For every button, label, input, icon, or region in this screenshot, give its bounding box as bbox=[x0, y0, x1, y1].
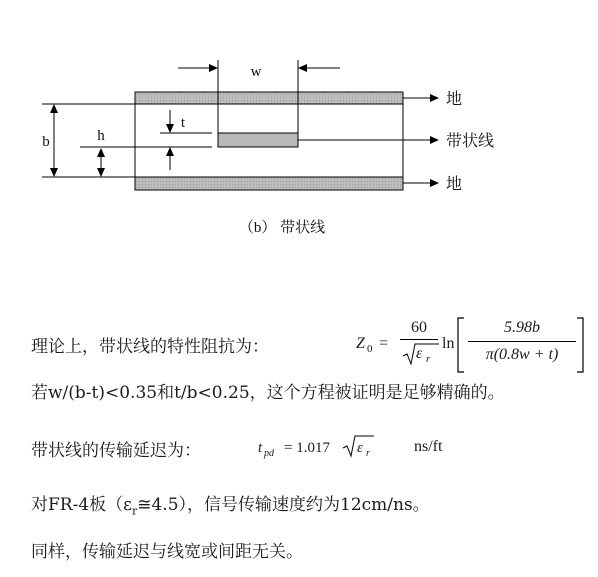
w-label: w bbox=[250, 64, 262, 80]
t-label: t bbox=[180, 115, 186, 131]
tpd-symbol: t bbox=[258, 440, 263, 456]
frac2-numerator: 5.98b bbox=[504, 319, 540, 336]
tpd-unit: ns/ft bbox=[414, 438, 443, 455]
tpd-value: = 1.017 bbox=[284, 440, 330, 456]
frac1-numerator: 60 bbox=[411, 319, 427, 336]
delay-line bbox=[31, 436, 201, 461]
stripline-label: 带状线 bbox=[446, 133, 495, 150]
fr4-epsilon-sub: r bbox=[131, 504, 138, 518]
tpd-subscript: pd bbox=[264, 448, 274, 459]
ln-symbol: ln bbox=[442, 335, 455, 352]
z0-symbol: Z bbox=[356, 335, 365, 352]
frac1-epsilon: ε bbox=[416, 345, 423, 362]
frac1-bar bbox=[400, 339, 438, 340]
b-arrow-bottom-head bbox=[50, 168, 58, 177]
impedance-formula bbox=[356, 315, 588, 375]
w-arrow-right-head bbox=[298, 64, 307, 72]
ground-bottom-label: 地 bbox=[446, 176, 463, 193]
diagram-caption: （b） 带状线 bbox=[238, 220, 326, 236]
h-arrow-bottom-head bbox=[97, 168, 105, 177]
accuracy-condition-line: 若w/(b-t)<0.35和t/b<0.25，这个方程被证明是足够精确的。 bbox=[31, 383, 505, 403]
independence-line: 同样，传输延迟与线宽或间距无关。 bbox=[31, 542, 303, 562]
fr4-text-a: 对FR-4板（ε bbox=[31, 495, 132, 515]
fr4-velocity-line bbox=[31, 490, 430, 517]
strip-conductor bbox=[218, 133, 298, 147]
h-arrow-top-head bbox=[97, 148, 105, 157]
delay-intro: 带状线的传输延迟为： bbox=[31, 441, 201, 461]
right-bracket bbox=[576, 317, 586, 373]
impedance-line bbox=[31, 332, 269, 357]
t-arrow-bottom-head bbox=[166, 147, 174, 156]
b-arrow-top-head bbox=[50, 104, 58, 113]
stripline-arrowhead bbox=[430, 136, 439, 144]
w-arrow-left-head bbox=[209, 64, 218, 72]
b-label: b bbox=[42, 134, 50, 150]
t-arrow-top-head bbox=[166, 124, 174, 133]
top-ground-plane bbox=[135, 92, 403, 104]
bottom-ground-plane bbox=[135, 177, 403, 190]
tpd-epsilon-sub: r bbox=[366, 448, 370, 459]
frac2-bar bbox=[468, 341, 576, 342]
z0-subscript: 0 bbox=[367, 343, 373, 355]
stripline-diagram bbox=[0, 0, 598, 240]
h-label: h bbox=[97, 128, 105, 144]
ground-top-arrowhead bbox=[430, 94, 439, 102]
frac2-denominator: π(0.8w + t) bbox=[485, 346, 559, 363]
tpd-epsilon: ε bbox=[357, 440, 363, 456]
ground-bottom-arrowhead bbox=[430, 179, 439, 187]
frac1-epsilon-sub: r bbox=[426, 353, 431, 365]
fr4-text-b: ≅4.5），信号传输速度约为12cm/ns。 bbox=[137, 495, 430, 515]
impedance-intro: 理论上，带状线的特性阻抗为： bbox=[31, 337, 269, 357]
equals-sign: = bbox=[379, 335, 389, 352]
ground-top-label: 地 bbox=[446, 91, 463, 108]
delay-formula bbox=[258, 428, 478, 468]
left-bracket bbox=[456, 317, 466, 373]
